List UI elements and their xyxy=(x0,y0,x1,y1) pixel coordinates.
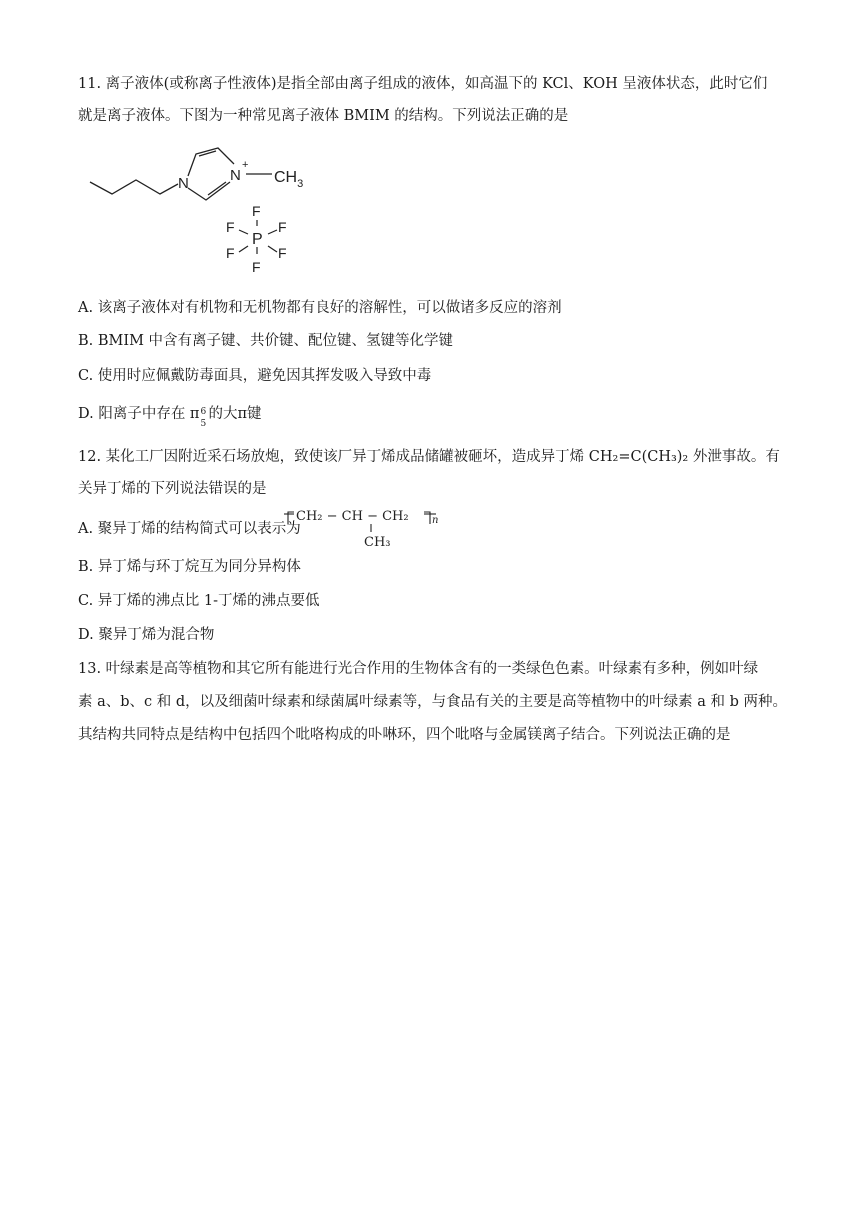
ring-double-bond-2 xyxy=(208,182,226,195)
polymer-methyl-branch: CH₃ xyxy=(364,535,391,550)
q11-stem-line1: 11. 离子液体(或称离子性液体)是指全部由离子组成的液体，如高温下的 KCl、KOH 呈液体状态，此时它们 xyxy=(78,76,768,92)
q13-stem-line1: 13. 叶绿素是高等植物和其它所有能进行光合作用的生物体含有的一类绿色色素。叶绿素有多种，例如叶绿 xyxy=(78,661,759,677)
polyisobutylene-formula xyxy=(284,504,454,554)
pi-indices: 6 5 xyxy=(200,407,207,429)
fluorine-lower-right: F xyxy=(278,245,287,261)
phosphorus-atom: P xyxy=(252,231,263,248)
q12-option-b: B. 异丁烯与环丁烷互为同分异构体 xyxy=(78,559,301,575)
fluorine-upper-right: F xyxy=(278,219,287,235)
ring-nitrogen-2: N xyxy=(230,167,241,184)
q12-option-d: D. 聚异丁烯为混合物 xyxy=(78,627,215,643)
fluorine-upper-left: F xyxy=(226,219,235,235)
q12-stem-line2: 关异丁烯的下列说法错误的是 xyxy=(78,481,267,497)
fluorine-bottom: F xyxy=(252,259,261,275)
q11-option-c: C. 使用时应佩戴防毒面具，避免因其挥发吸入导致中毒 xyxy=(78,368,432,384)
bmim-structure-diagram xyxy=(84,140,324,280)
polymer-repeat-unit: CH₂ − CH − CH₂ xyxy=(296,509,409,524)
polymer-n-index: n xyxy=(432,515,439,526)
q12-stem-line1: 12. 某化工厂因附近采石场放炮，致使该厂异丁烯成品储罐被砸坏，造成异丁烯 CH₂=C(CH₃)₂ 外泄事故。有 xyxy=(78,449,780,465)
butyl-chain xyxy=(90,180,178,194)
q11-option-d: D. 阳离子中存在 π 6 5 的大π键 xyxy=(78,406,262,429)
q13-stem-line2: 素 a、b、c 和 d，以及细菌叶绿素和绿菌属叶绿素等，与食品有关的主要是高等植物中的叶绿素 a 和 b 两种。 xyxy=(78,694,788,710)
q11-option-a: A. 该离子液体对有机物和无机物都有良好的溶解性，可以做诸多反应的溶剂 xyxy=(78,300,562,316)
fluorine-top: F xyxy=(252,203,261,219)
q11-stem-line2: 就是离子液体。下图为一种常见离子液体 BMIM 的结构。下列说法正确的是 xyxy=(78,108,569,124)
q13-stem-line3: 其结构共同特点是结构中包括四个吡咯构成的卟啉环，四个吡咯与金属镁离子结合。下列说法正确的是 xyxy=(78,727,731,743)
cation-charge: + xyxy=(242,159,249,171)
q12-option-c: C. 异丁烯的沸点比 1-丁烯的沸点要低 xyxy=(78,593,320,609)
q11-option-b: B. BMIM 中含有离子键、共价键、配位键、氢键等化学键 xyxy=(78,333,454,349)
methyl-group: $CH_3$ xyxy=(274,169,304,190)
ring-double-bond-1 xyxy=(199,151,216,156)
pf6-anion xyxy=(226,203,287,275)
imidazolium-ring-bottom xyxy=(188,182,230,200)
ring-nitrogen-1: N xyxy=(178,175,189,192)
fluorine-lower-left: F xyxy=(226,245,235,261)
q12-option-a: A. 聚异丁烯的结构简式可以表示为 xyxy=(78,521,301,537)
